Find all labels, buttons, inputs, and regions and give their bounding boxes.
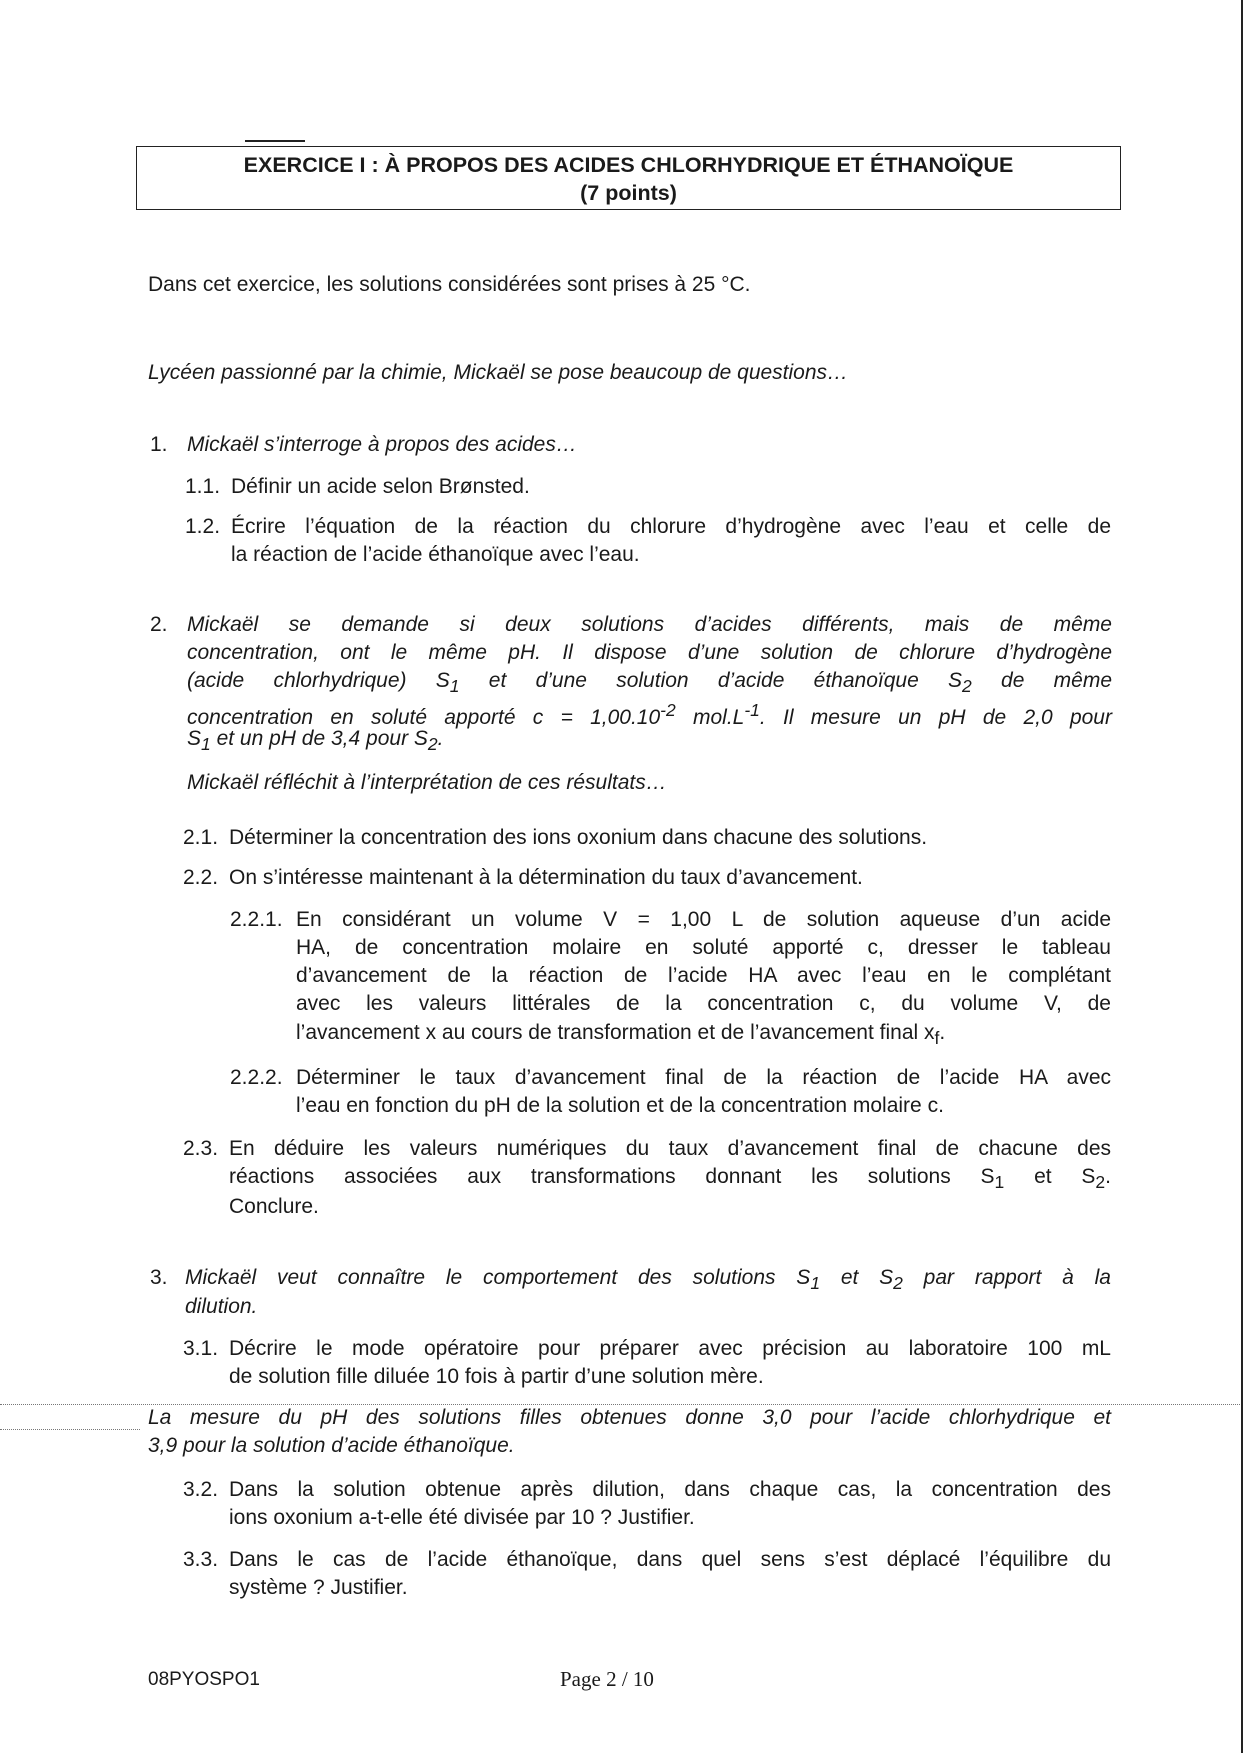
q2-3-line2: réactions associées aux transformations donnant les solutions $S_1$ et $S_2$. <box>229 1165 1111 1193</box>
q3-1-line2: de solution fille diluée 10 fois à partir d’une solution mère. <box>229 1365 764 1388</box>
fold-line-lower <box>0 1429 140 1430</box>
measure-line2: 3,9 pour la solution d’acide éthanoïque. <box>148 1434 515 1457</box>
measure-line1: La mesure du pH des solutions filles obtenues donne 3,0 pour l’acide chlorhydrique et <box>148 1406 1111 1429</box>
q2-2-number: 2.2. <box>183 866 219 889</box>
lead-text: Lycéen passionné par la chimie, Mickaël se pose beaucoup de questions… <box>148 361 849 384</box>
q3-line1: Mickaël veut connaître le comportement des solutions $S_1$ et $S_2$ par rapport à la <box>185 1266 1111 1294</box>
q3-1-number: 3.1. <box>183 1337 219 1360</box>
q2-line2: concentration, ont le même pH. Il dispose d’une solution de chlorure d’hydrogène <box>187 641 1112 664</box>
q2-line5: $S_1$ et un pH de 3,4 pour $S_2$. <box>187 727 444 755</box>
q2-2-1-line5: l’avancement x au cours de transformation et de l’avancement final $x_f$. <box>296 1021 946 1049</box>
q2-2-1-line1: En considérant un volume V = 1,00 L de solution aqueuse d’un acide <box>296 908 1111 931</box>
exercise-title-box <box>136 146 1121 210</box>
q1-text: Mickaël s’interroge à propos des acides… <box>187 433 577 456</box>
footer-page-number: Page 2 / 10 <box>560 1667 654 1691</box>
q2-line3: (acide chlorhydrique) $S_1$ et d’une solution d’acide éthanoïque $S_2$ de même <box>187 669 1113 697</box>
q2-line4: concentration en soluté apporté $c = 1,00.10^{-2}$ $mol.L^{-1}$. Il mesure un pH de 2,0 pour <box>187 700 1112 729</box>
q2-1-text: Déterminer la concentration des ions oxonium dans chacune des solutions. <box>229 826 928 849</box>
q3-2-line1: Dans la solution obtenue après dilution, dans chaque cas, la concentration des <box>229 1478 1111 1501</box>
q2-3-number: 2.3. <box>183 1137 219 1160</box>
q2-number: 2. <box>150 613 168 636</box>
q1-1-text: Définir un acide selon Brønsted. <box>231 475 530 498</box>
exercise-title: EXERCICE I : À PROPOS DES ACIDES CHLORHYDRIQUE ET ÉTHANOÏQUE <box>243 153 1014 177</box>
q2-2-1-number: 2.2.1. <box>230 908 283 931</box>
scan-edge-line <box>1241 0 1243 1753</box>
q2-2-2-number: 2.2.2. <box>230 1066 283 1089</box>
intro-text: Dans cet exercice, les solutions considérées sont prises à 25 °C. <box>148 273 751 296</box>
q3-3-number: 3.3. <box>183 1548 219 1571</box>
q2-2-1-line4: avec les valeurs littérales de la concentration c, du volume V, de <box>296 992 1111 1015</box>
q2-2-1-line3: d’avancement de la réaction de l’acide HA avec l’eau en le complétant <box>296 964 1111 987</box>
q3-3-line1: Dans le cas de l’acide éthanoïque, dans quel sens s’est déplacé l’équilibre du <box>229 1548 1111 1571</box>
q3-number: 3. <box>150 1266 168 1289</box>
footer-code: 08PYOSPO1 <box>148 1669 260 1690</box>
header-overline <box>245 140 305 142</box>
exercise-points: (7 points) <box>580 181 677 205</box>
q1-2-line1: Écrire l’équation de la réaction du chlorure d’hydrogène avec l’eau et celle de <box>231 515 1111 538</box>
q1-2-number: 1.2. <box>185 515 221 538</box>
q2-3-line1: En déduire les valeurs numériques du taux d’avancement final de chacune des <box>229 1137 1111 1160</box>
q2-2-1-line2: HA, de concentration molaire en soluté apporté c, dresser le tableau <box>296 936 1111 959</box>
q2-1-number: 2.1. <box>183 826 219 849</box>
q2-2-2-line1: Déterminer le taux d’avancement final de la réaction de l’acide HA avec <box>296 1066 1111 1089</box>
q3-2-number: 3.2. <box>183 1478 219 1501</box>
q2-2-text: On s’intéresse maintenant à la détermination du taux d’avancement. <box>229 866 863 889</box>
q1-1-number: 1.1. <box>185 475 221 498</box>
q3-1-line1: Décrire le mode opératoire pour préparer avec précision au laboratoire 100 mL <box>229 1337 1111 1360</box>
q3-line2: dilution. <box>185 1295 258 1318</box>
q2-reflect-text: Mickaël réfléchit à l’interprétation de ces résultats… <box>187 771 667 794</box>
q2-3-line3: Conclure. <box>229 1195 319 1218</box>
q2-2-2-line2: l’eau en fonction du pH de la solution et de la concentration molaire c. <box>296 1094 944 1117</box>
q3-3-line2: système ? Justifier. <box>229 1576 408 1599</box>
q1-number: 1. <box>150 433 168 456</box>
q1-2-line2: la réaction de l’acide éthanoïque avec l’eau. <box>231 543 640 566</box>
q3-2-line2: ions oxonium a-t-elle été divisée par 10 ? Justifier. <box>229 1506 695 1529</box>
q2-line1: Mickaël se demande si deux solutions d’acides différents, mais de même <box>187 613 1112 636</box>
